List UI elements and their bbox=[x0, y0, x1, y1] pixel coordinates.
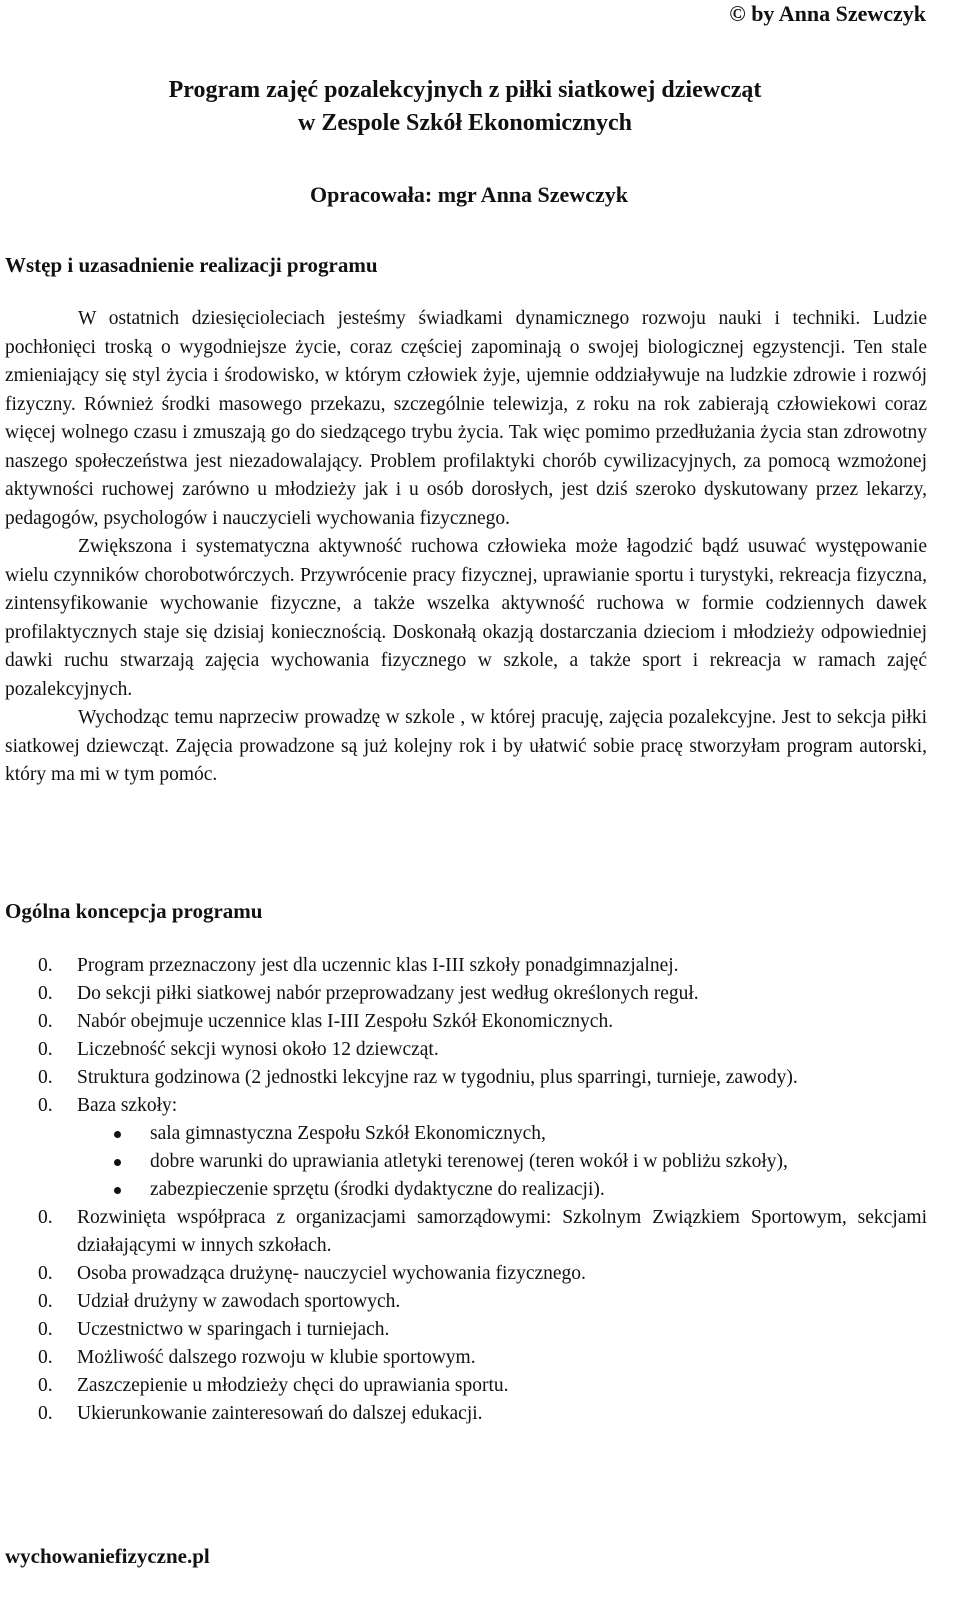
intro-paragraph: Zwiększona i systematyczna aktywność ruchowa człowieka może łagodzić bądź usuwać występowanie wielu czynników chorobotwórczych. Przywrócenie pracy fizycznej, uprawianie sportu i turystyki, rekreacja fizyczna, zintensyfikowanie wychowanie fizyczne, a także wszelka aktywność ruchowa w formie codziennych dawek profilaktycznych staje się dzisiaj koniecznością. Doskonałą okazją dostarczania dzieciom i młodzieży odpowiedniej dawki ruchu stwarzają zajęcia wychowania fizycznego w szkole, a także sport i rekreacja w ramach zajęć pozalekcyjnych. bbox=[5, 536, 927, 700]
sublist-item-text: zabezpieczenie sprzętu (środki dydaktyczne do realizacji). bbox=[150, 1179, 605, 1200]
intro-body bbox=[5, 305, 927, 790]
document-title bbox=[0, 74, 930, 140]
list-item-text: Udział drużyny w zawodach sportowych. bbox=[77, 1291, 401, 1312]
list-number: 0. bbox=[38, 1067, 53, 1088]
list-item-text: Program przeznaczony jest dla uczennic klas I-III szkoły ponadgimnazjalnej. bbox=[77, 955, 679, 976]
list-item bbox=[0, 1036, 927, 1064]
sublist-item-text: dobre warunki do uprawiania atletyki terenowej (teren wokół i w pobliżu szkoły), bbox=[150, 1151, 788, 1172]
section-heading-concept: Ogólna koncepcja programu bbox=[5, 899, 263, 923]
list-item-text: Zaszczepienie u młodzieży chęci do uprawiania sportu. bbox=[77, 1375, 509, 1396]
section-heading-intro: Wstęp i uzasadnienie realizacji programu bbox=[5, 253, 378, 277]
list-number: 0. bbox=[38, 1319, 53, 1340]
list-item bbox=[0, 1064, 927, 1092]
list-number: 0. bbox=[38, 1291, 53, 1312]
title-line-2: w Zespole Szkół Ekonomicznych bbox=[297, 110, 633, 136]
list-item-text: Osoba prowadząca drużynę- nauczyciel wychowania fizycznego. bbox=[77, 1263, 586, 1284]
sublist-item bbox=[77, 1120, 927, 1148]
sublist-item bbox=[77, 1148, 927, 1176]
list-item-text: Struktura godzinowa (2 jednostki lekcyjne raz w tygodniu, plus sparringi, turnieje, zawody). bbox=[77, 1067, 798, 1088]
list-number: 0. bbox=[38, 955, 53, 976]
intro-paragraph: W ostatnich dziesięcioleciach jesteśmy świadkami dynamicznego rozwoju nauki i techniki. Ludzie pochłonięci troską o wygodniejsze życie, coraz częściej zapominają o swojej biologicznej egzystencji. Ten stale zmieniający się styl życia i środowisko, w którym człowiek żyje, ujemnie oddziaływuje na ludzkie zdrowie i rozwój fizyczny. Również środki masowego przekazu, szczególnie telewizja, z roku na rok zabierają człowiekowi coraz więcej wolnego czasu i zmuszają go do siedzącego trybu życia. Tak więc pomimo przedłużania życia stan zdrowotny naszego społeczeństwa jest niezadowalający. Problem profilaktyki chorób cywilizacyjnych, za pomocą wzmożonej aktywności ruchowej zarówno u młodzieży jak i u osób dorosłych, jest dziś szeroko dyskutowany przez lekarzy, pedagogów, psychologów i nauczycieli wychowania fizycznego. bbox=[5, 308, 927, 529]
list-item bbox=[0, 1400, 927, 1428]
list-item bbox=[0, 952, 927, 980]
list-item-text: Możliwość dalszego rozwoju w klubie sportowym. bbox=[77, 1347, 476, 1368]
school-base-sublist bbox=[77, 1120, 927, 1204]
list-item-text: Baza szkoły: bbox=[77, 1095, 178, 1116]
list-number: 0. bbox=[38, 1347, 53, 1368]
list-number: 0. bbox=[38, 1263, 53, 1284]
list-item-text: Do sekcji piłki siatkowej nabór przeprowadzany jest według określonych reguł. bbox=[77, 983, 699, 1004]
list-item bbox=[0, 1316, 927, 1344]
sublist-item bbox=[77, 1176, 927, 1204]
copyright-notice: © by Anna Szewczyk bbox=[729, 1, 926, 26]
list-item bbox=[0, 1092, 927, 1204]
list-number: 0. bbox=[38, 1207, 53, 1228]
list-item-text: Rozwinięta współpraca z organizacjami samorządowymi: Szkolnym Związkiem Sportowym, sekcjami działającymi w innych szkołach. bbox=[77, 1207, 927, 1256]
list-item bbox=[0, 1344, 927, 1372]
bullet-icon bbox=[114, 1187, 121, 1194]
list-number: 0. bbox=[38, 1403, 53, 1424]
list-number: 0. bbox=[38, 983, 53, 1004]
list-number: 0. bbox=[38, 1095, 53, 1116]
list-item bbox=[0, 1008, 927, 1036]
title-line-1: Program zajęć pozalekcyjnych z piłki siatkowej dziewcząt bbox=[168, 77, 762, 103]
list-item bbox=[0, 1288, 927, 1316]
footer-site-link[interactable]: wychowaniefizyczne.pl bbox=[5, 1544, 210, 1568]
list-item-text: Liczebność sekcji wynosi około 12 dziewcząt. bbox=[77, 1039, 439, 1060]
list-number: 0. bbox=[38, 1011, 53, 1032]
list-item bbox=[0, 1260, 927, 1288]
bullet-icon bbox=[114, 1159, 121, 1166]
bullet-icon bbox=[114, 1131, 121, 1138]
list-item bbox=[0, 1372, 927, 1400]
list-item-text: Nabór obejmuje uczennice klas I-III Zespołu Szkół Ekonomicznych. bbox=[77, 1011, 614, 1032]
list-item bbox=[0, 1204, 927, 1260]
list-number: 0. bbox=[38, 1039, 53, 1060]
list-item-text: Ukierunkowanie zainteresowań do dalszej edukacji. bbox=[77, 1403, 483, 1424]
intro-paragraph: Wychodząc temu naprzeciw prowadzę w szkole , w której pracuję, zajęcia pozalekcyjne. Jest to sekcja piłki siatkowej dziewcząt. Zajęcia prowadzone są już kolejny rok i by ułatwić sobie pracę stworzyłam program autorski, który ma mi w tym pomóc. bbox=[5, 707, 927, 785]
sublist-item-text: sala gimnastyczna Zespołu Szkół Ekonomicznych, bbox=[150, 1123, 546, 1144]
concept-list bbox=[0, 952, 927, 1428]
list-item bbox=[0, 980, 927, 1008]
list-item-text: Uczestnictwo w sparingach i turniejach. bbox=[77, 1319, 390, 1340]
list-number: 0. bbox=[38, 1375, 53, 1396]
author-line: Opracowała: mgr Anna Szewczyk bbox=[310, 182, 628, 207]
